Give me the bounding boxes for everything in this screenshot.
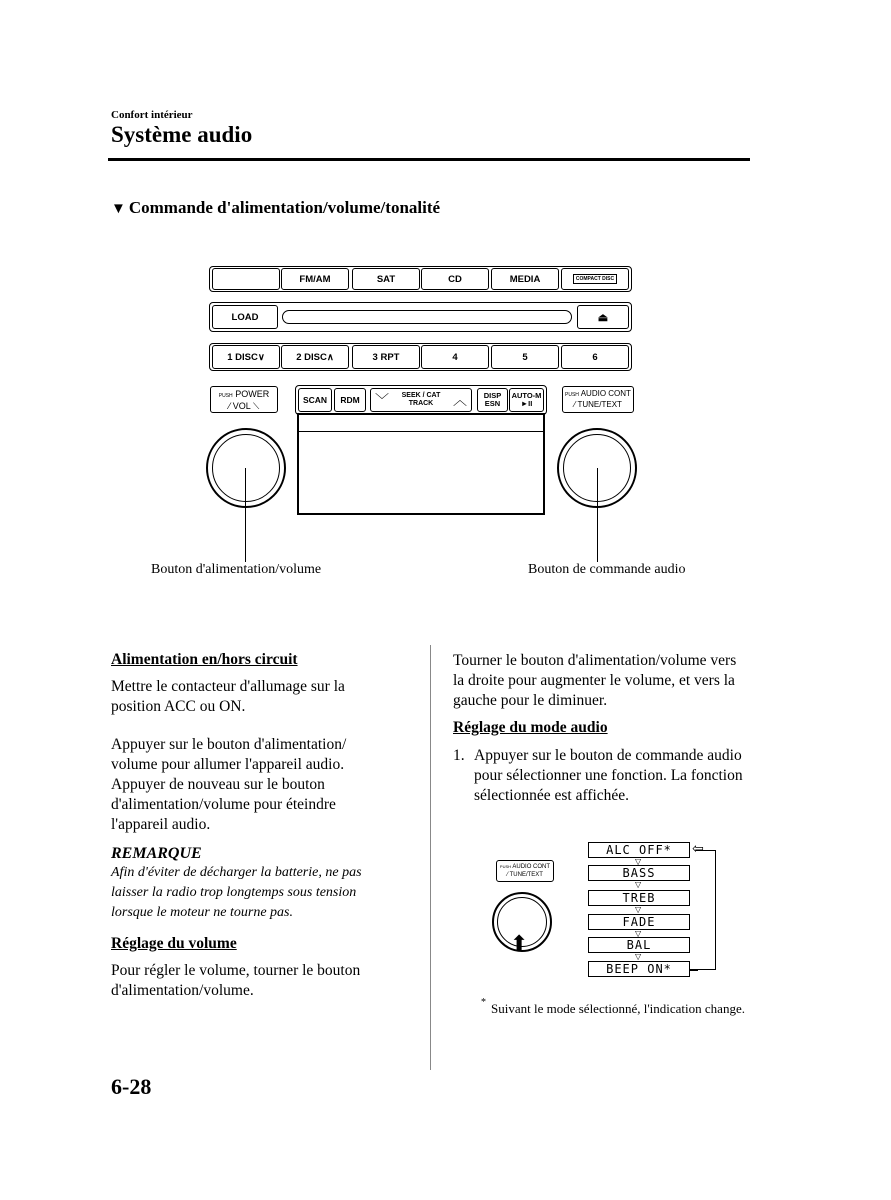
play-pause-icon: ►II xyxy=(520,399,533,408)
caption-power-knob: Bouton d'alimentation/volume xyxy=(151,562,322,577)
tune-text-text: TUNE/TEXT xyxy=(577,400,622,409)
preset-1-button[interactable]: 1 DISC∨ xyxy=(212,345,280,369)
vol-text: VOL xyxy=(232,400,251,411)
track-text: TRACK xyxy=(408,400,434,407)
left-column xyxy=(111,651,411,1001)
compact-disc-logo xyxy=(561,268,629,290)
down-arrow-icon: ▽ xyxy=(635,857,642,866)
column-divider xyxy=(430,645,431,1070)
cd-logo-text: COMPACT DISC xyxy=(573,274,617,284)
tune-text-text: TUNE/TEXT xyxy=(509,872,543,878)
power-text: POWER xyxy=(235,388,270,399)
footnote-mark: * xyxy=(481,997,486,1008)
leader-line-left xyxy=(245,468,246,562)
down-arrow-icon: ▽ xyxy=(635,905,642,914)
step-text: Appuyer sur le bouton de commande audio pour sélectionner une fonction. La fonction sélectionnée est affichée. xyxy=(474,747,743,804)
paragraph-volume-direction: Tourner le bouton d'alimentation/volume vers la droite pour augmenter le volume, et vers la gauche pour le diminuer. xyxy=(453,652,737,709)
mode-bal: BAL xyxy=(588,937,690,953)
media-button[interactable]: MEDIA xyxy=(491,268,559,290)
auto-m-button[interactable] xyxy=(509,388,544,412)
disc-slot xyxy=(282,310,572,324)
loop-arrow-tail xyxy=(690,969,698,971)
mode-treb: TREB xyxy=(588,890,690,906)
mode-beep-on: BEEP ON* xyxy=(588,961,690,977)
disp-esn-button[interactable] xyxy=(477,388,508,412)
heading-audio-mode: Réglage du mode audio xyxy=(453,719,608,736)
page-title: Système audio xyxy=(111,122,253,147)
audio-cont-text: AUDIO CONT xyxy=(580,389,631,398)
mode-fade: FADE xyxy=(588,914,690,930)
blank-button[interactable] xyxy=(212,268,280,290)
subheading-text: Commande d'alimentation/volume/tonalité xyxy=(128,198,441,217)
down-arrow-icon: ▽ xyxy=(635,952,642,961)
note-title: REMARQUE xyxy=(111,845,202,862)
note-text: Afin d'éviter de décharger la batterie, ne pas laisser la radio trop longtemps sous tension lorsque le moteur ne tourne pas. xyxy=(111,865,362,920)
step-1 xyxy=(453,746,748,806)
preset-4-button[interactable]: 4 xyxy=(421,345,489,369)
preset-5-button[interactable]: 5 xyxy=(491,345,559,369)
mode-bass: BASS xyxy=(588,865,690,881)
fm-am-button[interactable]: FM/AM xyxy=(281,268,349,290)
right-column xyxy=(453,651,748,806)
mode-knob-label: PUSH AUDIO CONT ⁄ TUNE/TEXT xyxy=(496,860,554,882)
push-text: PUSH xyxy=(218,392,233,399)
push-text: PUSH xyxy=(499,864,512,869)
sat-button[interactable]: SAT xyxy=(352,268,420,290)
push-arrow-icon: ⬆ xyxy=(510,932,529,957)
paragraph-volume: Pour régler le volume, tourner le bouton d'alimentation/volume. xyxy=(111,962,361,999)
eject-button[interactable]: ⏏ xyxy=(577,305,629,329)
mode-alc-off: ALC OFF* xyxy=(588,842,690,858)
push-text: PUSH xyxy=(565,392,579,398)
paragraph-power: Appuyer sur le bouton d'alimentation/ volume pour allumer l'appareil audio. Appuyer de nouveau sur le bouton d'alimentation/volume pour éteindre l'appareil audio. xyxy=(111,736,347,833)
radio-display xyxy=(297,413,545,515)
seek-text: SEEK / CAT xyxy=(401,392,441,399)
triangle-marker-icon: ▼ xyxy=(111,201,126,217)
cd-button[interactable]: CD xyxy=(421,268,489,290)
power-volume-knob-inner xyxy=(212,434,280,502)
display-divider xyxy=(299,431,543,432)
rdm-button[interactable]: RDM xyxy=(334,388,366,412)
paragraph-ignition: Mettre le contacteur d'allumage sur la position ACC ou ON. xyxy=(111,678,345,715)
seek-up-icon: ︿ xyxy=(452,392,467,408)
load-button[interactable]: LOAD xyxy=(212,305,278,329)
auto-m-text: AUTO-M xyxy=(511,391,542,400)
disp-text: DISP xyxy=(483,391,502,400)
section-label: Confort intérieur xyxy=(111,109,193,121)
heading-volume: Réglage du volume xyxy=(111,935,237,952)
audio-cont-label: PUSH AUDIO CONT ⁄ TUNE/TEXT xyxy=(562,386,634,413)
seek-down-icon: ﹀ xyxy=(375,392,389,408)
footnote xyxy=(481,994,746,1017)
power-vol-label: PUSH POWER ⁄ VOL ⟍ xyxy=(210,386,278,413)
audio-mode-diagram xyxy=(480,835,750,985)
preset-3-button[interactable]: 3 RPT xyxy=(352,345,420,369)
down-arrow-icon: ▽ xyxy=(635,880,642,889)
down-arrow-icon: ▽ xyxy=(635,929,642,938)
seek-track-button[interactable] xyxy=(370,388,472,412)
esn-text: ESN xyxy=(484,399,501,408)
caption-audio-knob: Bouton de commande audio xyxy=(528,562,686,577)
scan-button[interactable]: SCAN xyxy=(298,388,332,412)
left-arrow-icon: ⇦ xyxy=(692,841,704,857)
footnote-text: Suivant le mode sélectionné, l'indication change. xyxy=(491,1001,745,1016)
preset-6-button[interactable]: 6 xyxy=(561,345,629,369)
preset-2-button[interactable]: 2 DISC∧ xyxy=(281,345,349,369)
step-number: 1. xyxy=(453,747,465,764)
audio-cont-text: AUDIO CONT xyxy=(512,864,551,870)
page-number: 6-28 xyxy=(111,1074,152,1099)
loop-arrow xyxy=(696,850,716,970)
heading-power: Alimentation en/hors circuit xyxy=(111,651,298,668)
leader-line-right xyxy=(597,468,598,562)
